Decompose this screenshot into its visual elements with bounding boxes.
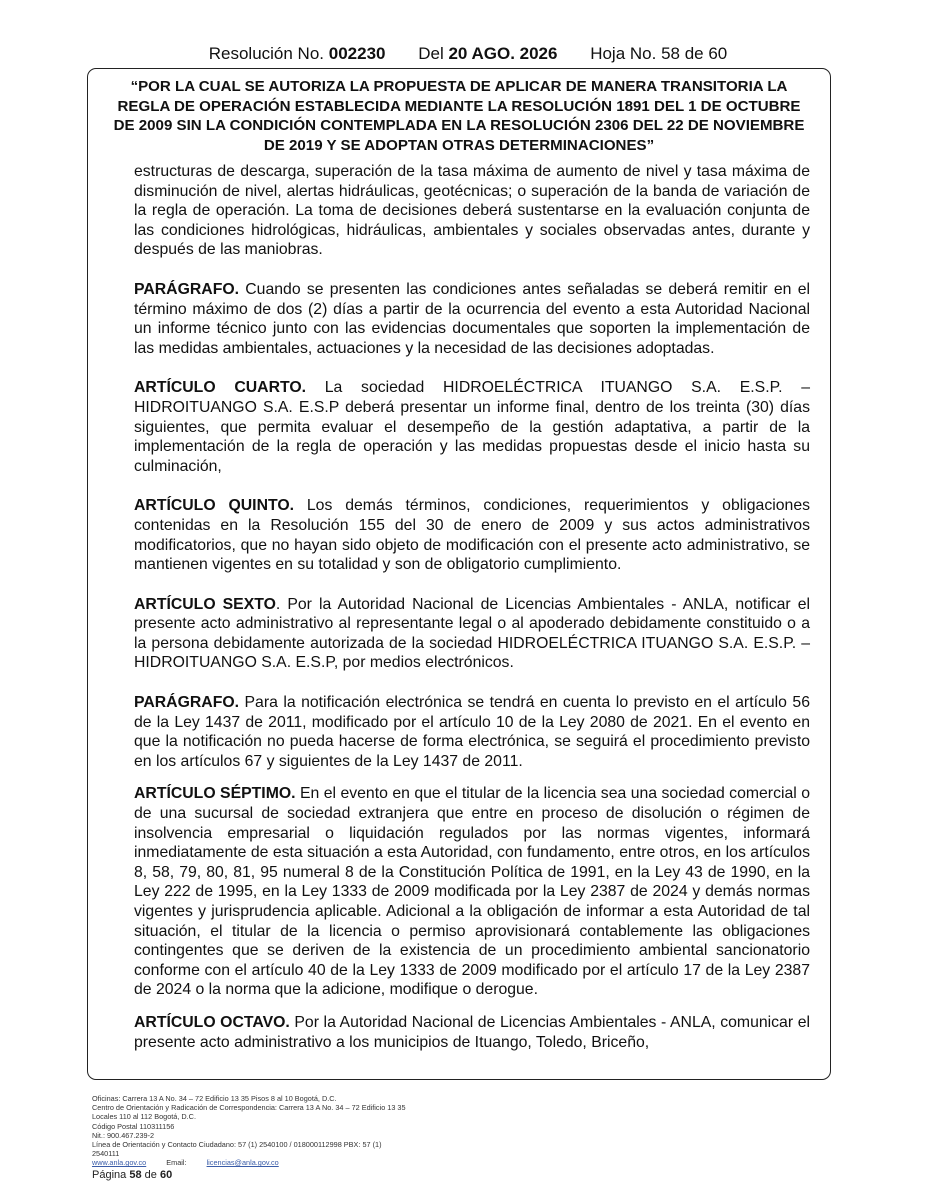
footer-phone-line1: Línea de Orientación y Contacto Ciudadano: 57 (1) 2540100 / 018000112998 PBX: 57 (1) [92, 1140, 382, 1150]
paragraph-articulo-septimo: ARTÍCULO SÉPTIMO. En el evento en que el titular de la licencia sea una sociedad comercial o de una sucursal de sociedad extranjera que entre en proceso de disolución o régimen de insolvencia empresarial o liquidación regulados por las normas vigentes, informará inmediatamente de esta situación a esta Autoridad, con fundamento, entre otros, en los artículos 8, 58, 79, 80, 81, 95 numeral 8 de la Constitución Política de 1991, en la Ley 43 de 1990, en la Ley 222 de 1995, en la Ley 1333 de 2009 modificada por la Ley 2387 de 2024 y demás normas vigentes y jurisprudencia aplicable. Adicional a la obligación de informar a esta Autoridad de tal situación, el titular de la licencia o permiso aprovisionará contablemente las obligaciones contingentes que se deriven de la existencia de un procedimiento ambiental sancionatorio conforme con el artículo 40 de la Ley 1333 de 2009 modificado por el artículo 17 de la Ley 2387 de 2024 o la norma que la adicione, modifique o derogue. [134, 785, 810, 999]
resolution-date: Del 20 AGO. 2026 [418, 44, 558, 63]
page-indicator: Página 58 de 60 [92, 1169, 173, 1181]
paragraph-paragrafo-1: PARÁGRAFO. Cuando se presenten las condiciones antes señaladas se deberá remitir en el término máximo de dos (2) días a partir de la ocurrencia del evento a esta Autoridad Nacional un informe técnico junto con las evidencias documentales que soporten la implementación de las medidas ambientales, actuaciones y la necesidad de las decisiones adoptadas. [134, 280, 810, 357]
document-frame [87, 68, 831, 1080]
paragraph-articulo-sexto: ARTÍCULO SEXTO. Por la Autoridad Nacional de Licencias Ambientales - ANLA, notificar el presente acto administrativo al representante legal o al apoderado debidamente constituido o a la persona debidamente autorizada de la sociedad HIDROELÉCTRICA ITUANGO S.A. E.S.P. – HIDROITUANGO S.A. E.S.P, por medios electrónicos. [134, 595, 810, 672]
resolution-header [0, 44, 936, 64]
website-link[interactable]: www.anla.gov.co [92, 1158, 147, 1168]
email-group: Email: licencias@anla.gov.co [166, 1158, 279, 1168]
footer-postal: Código Postal 110311156 [92, 1121, 175, 1131]
current-page: 58 [129, 1169, 142, 1181]
paragraph-articulo-octavo: ARTÍCULO OCTAVO. Por la Autoridad Nacional de Licencias Ambientales - ANLA, comunicar el presente acto administrativo a los municipios de Ituango, Toledo, Briceño, [134, 1013, 810, 1051]
resolution-number: Resolución No. 002230 [208, 44, 386, 63]
footer-center-line1: Centro de Orientación y Radicación de Correspondencia: Carrera 13 A No. 34 – 72 Edificio 13 35 [92, 1103, 406, 1113]
email-link[interactable]: licencias@anla.gov.co [206, 1158, 279, 1168]
paragraph-articulo-cuarto: ARTÍCULO CUARTO. La sociedad HIDROELÉCTRICA ITUANGO S.A. E.S.P. – HIDROITUANGO S.A. E.S.P deberá presentar un informe final, dentro de los treinta (30) días siguientes, que permita evaluar el desempeño de la gestión adaptativa, a partir de la implementación de la regla de operación y las medidas propuestas desde el inicio hasta su culminación, [134, 379, 810, 475]
paragraph-continuation: estructuras de descarga, superación de la tasa máxima de aumento de nivel y tasa máxima de disminución de nivel, alertas hidráulicas, geotécnicas; o superación de la banda de variación de la regla de operación. La toma de decisiones deberá sustentarse en la evaluación conjunta de las condiciones hidrológicas, hidráulicas, ambientales y sociales observadas antes, durante y después de las maniobras. [134, 163, 810, 259]
footer-offices: Oficinas: Carrera 13 A No. 34 – 72 Edificio 13 35 Pisos 8 al 10 Bogotá, D.C. [92, 1094, 337, 1103]
resolution-title: “POR LA CUAL SE AUTORIZA LA PROPUESTA DE APLICAR DE MANERA TRANSITORIA LA REGLA DE OPERACIÓN ESTABLECIDA MEDIANTE LA RESOLUCIÓN 1891 DEL 1 DE OCTUBRE DE 2009 SIN LA CONDICIÓN CONTEMPLADA EN LA RESOLUCIÓN 2306 DEL 22 DE NOVIEMBRE DE 2019 Y SE ADOPTAN OTRAS DETERMINACIONES” [113, 78, 805, 154]
paragraph-articulo-quinto: ARTÍCULO QUINTO. Los demás términos, condiciones, requerimientos y obligaciones contenidas en la Resolución 155 del 30 de enero de 2009 y sus actos administrativos modificatorios, que no hayan sido objeto de modificación con el presente acto administrativo, se mantienen vigentes en su totalidad y son de obligatorio cumplimiento. [134, 497, 810, 574]
paragraph-paragrafo-2: PARÁGRAFO. Para la notificación electrónica se tendrá en cuenta lo previsto en el artículo 56 de la Ley 1437 de 2011, modificado por el artículo 10 de la Ley 2080 de 2021. En el evento en que la notificación no pueda hacerse de forma electrónica, se seguirá el procedimiento previsto en los artículos 67 y siguientes de la Ley 1437 de 2011. [134, 694, 810, 770]
contact-footer [92, 1094, 492, 1168]
footer-center-line2: Locales 110 al 112 Bogotá, D.C. [92, 1112, 196, 1122]
footer-web-row [92, 1158, 492, 1167]
footer-phone-line2: 2540111 [92, 1149, 120, 1159]
total-pages: 60 [159, 1169, 173, 1181]
sheet-number: Hoja No. 58 de 60 [590, 44, 728, 63]
footer-nit: Nit.: 900.467.239-2 [92, 1130, 155, 1140]
